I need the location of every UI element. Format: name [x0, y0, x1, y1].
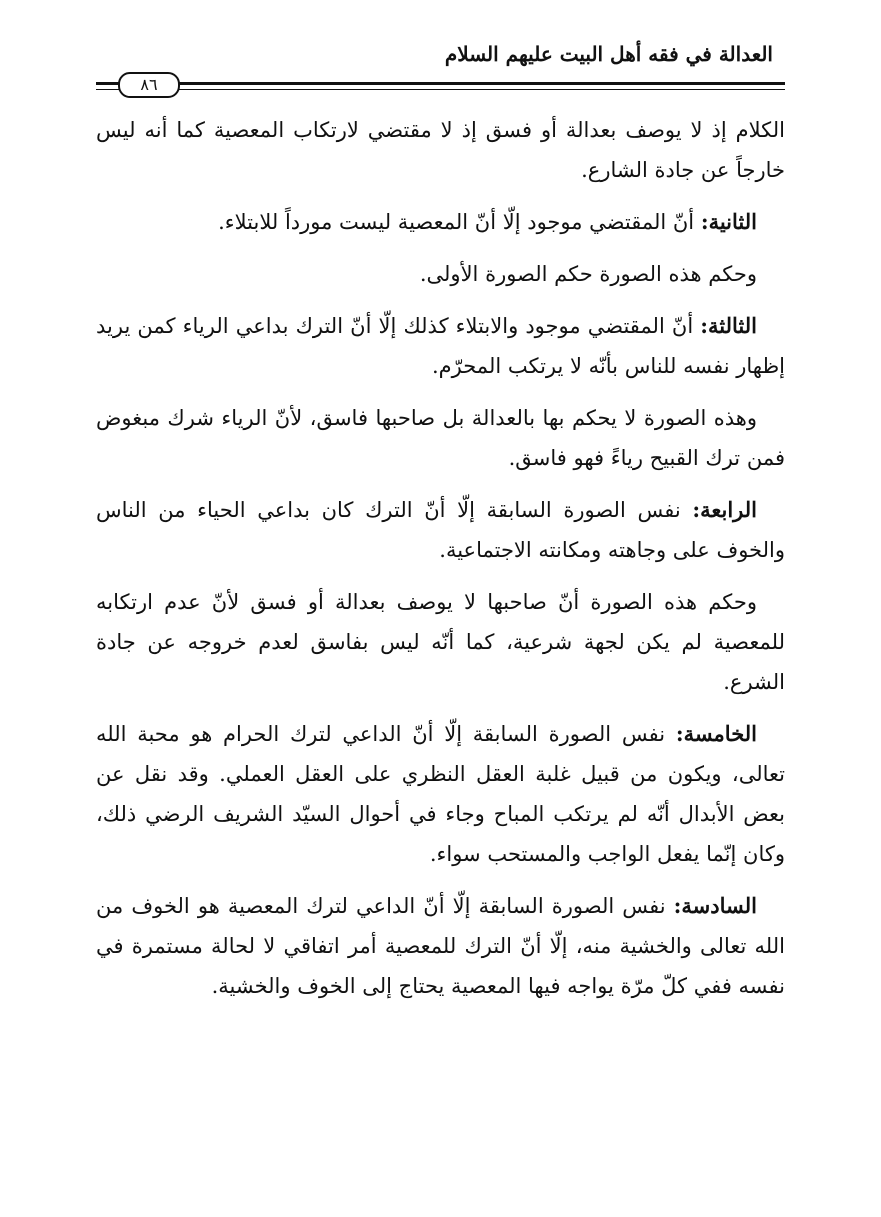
case-label: الخامسة:	[675, 721, 757, 746]
case-label: السادسة:	[673, 893, 757, 918]
paragraph-second-case	[96, 202, 785, 242]
paragraph-text: وحكم هذه الصورة حكم الصورة الأولى.	[419, 262, 757, 286]
header-rule-thick	[96, 82, 785, 85]
paragraph-sixth-case	[96, 886, 785, 1006]
paragraph-text: أنّ المقتضي موجود إلّا أنّ المعصية ليست مورداً للابتلاء.	[218, 210, 701, 234]
paragraph-text: وحكم هذه الصورة أنّ صاحبها لا يوصف بعدالة أو فسق لأنّ عدم ارتكابه للمعصية لم يكن لجهة شرعية، كما أنّه ليس بفاسق لعدم خروجه عن جادة الشرع.	[96, 590, 785, 694]
header-rule-thin	[96, 89, 785, 90]
paragraph-text: أنّ المقتضي موجود والابتلاء كذلك إلّا أنّ الترك بداعي الرياء كمن يريد إظهار نفسه للناس بأنّه لا يرتكب المحرّم.	[96, 314, 785, 378]
paragraph-text: الكلام إذ لا يوصف بعدالة أو فسق إذ لا مقتضي لارتكاب المعصية كما أنه ليس خارجاً عن جادة الشارع.	[96, 118, 785, 182]
paragraph-continuation	[96, 110, 785, 190]
page-number: ٨٦	[118, 72, 180, 98]
paragraph-third-case	[96, 306, 785, 386]
paragraph-fifth-case	[96, 714, 785, 874]
paragraph-text: نفس الصورة السابقة إلّا أنّ الداعي لترك الحرام هو محبة الله تعالى، ويكون من قبيل غلبة العقل النظري على العقل العملي. وقد نقل عن بعض الأبدال أنّه لم يرتكب المباح وجاء في أحوال السيّد الشريف الرضي ذلك، وكان إنّما يفعل الواجب والمستحب سواء.	[96, 722, 785, 866]
paragraph-text: نفس الصورة السابقة إلّا أنّ الداعي لترك المعصية هو الخوف من الله تعالى والخشية منه، إلّا أنّ الترك للمعصية أمر اتفاقي لا لحالة مستمرة في نفسه ففي كلّ مرّة يواجه فيها المعصية يحتاج إلى الخوف والخشية.	[96, 894, 785, 998]
paragraph-fourth-ruling	[96, 582, 785, 702]
running-title: العدالة في فقه أهل البيت عليهم السلام	[444, 42, 773, 66]
paragraph-second-ruling	[96, 254, 785, 294]
case-label: الثانية:	[700, 209, 757, 234]
case-label: الثالثة:	[700, 313, 757, 338]
page-body	[96, 110, 785, 1018]
paragraph-text: وهذه الصورة لا يحكم بها بالعدالة بل صاحبها فاسق، لأنّ الرياء شرك مبغوض فمن ترك القبيح رياءً فهو فاسق.	[96, 406, 785, 470]
paragraph-third-ruling	[96, 398, 785, 478]
case-label: الرابعة:	[692, 497, 757, 522]
page-header	[96, 38, 785, 94]
paragraph-fourth-case	[96, 490, 785, 570]
paragraph-text: نفس الصورة السابقة إلّا أنّ الترك كان بداعي الحياء من الناس والخوف على وجاهته ومكانته الاجتماعية.	[96, 498, 785, 562]
